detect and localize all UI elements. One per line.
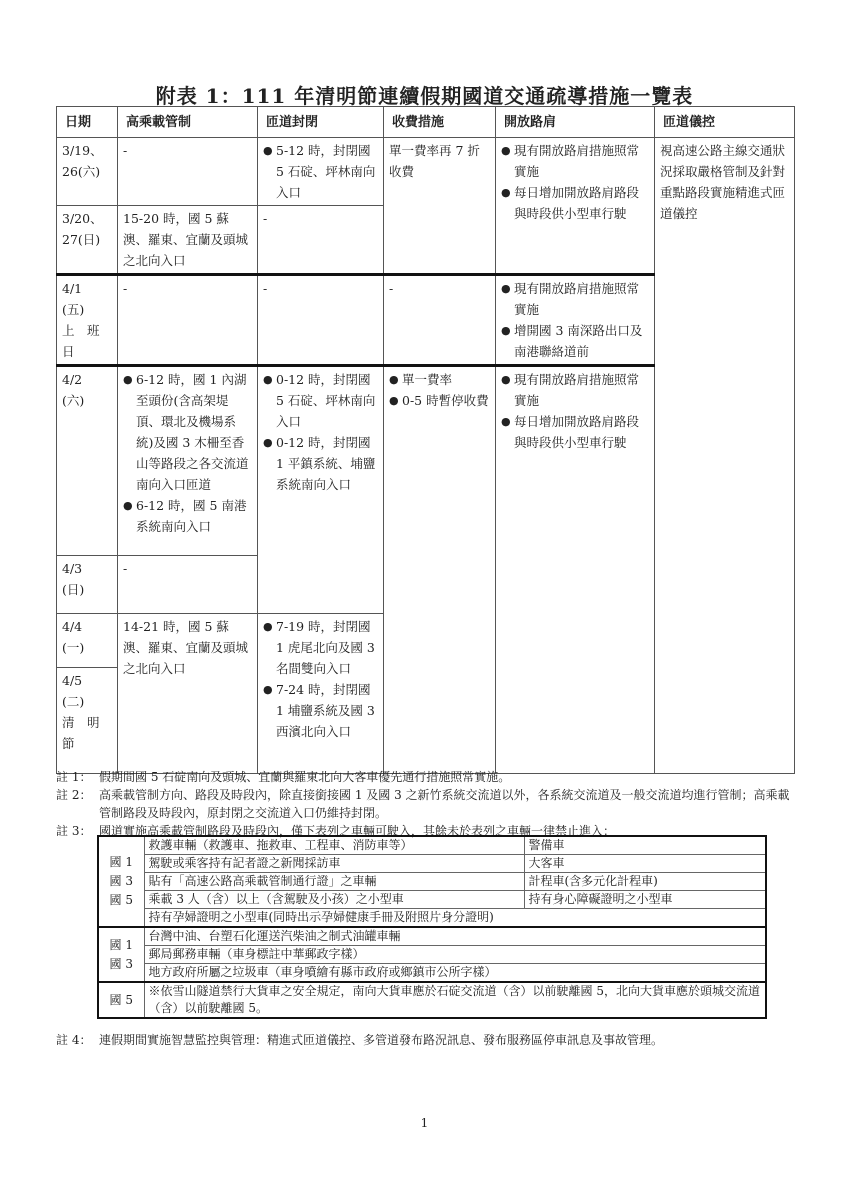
- date-cell: 3/19、 26(六): [57, 138, 118, 206]
- date-cell: 4/2 (六): [57, 366, 118, 556]
- shoulder-cell: [496, 138, 655, 275]
- list-item: ● 每日增加開放路肩路段與時段供小型車行駛: [501, 182, 649, 224]
- table-row: [57, 138, 795, 206]
- note-1: [56, 768, 796, 786]
- ramp-cell: [258, 366, 384, 614]
- list-item: ● 0-5 時暫停收費: [389, 390, 490, 411]
- header-ramp-metering: 匝道儀控: [655, 107, 795, 138]
- header-toll: 收費措施: [384, 107, 496, 138]
- shoulder-cell: [496, 275, 655, 366]
- date-cell: 4/3 (日): [57, 556, 118, 614]
- note-label: 註 3：: [56, 824, 92, 838]
- date-cell: 4/5 (二) 清 明 節: [57, 668, 118, 774]
- group-label: 國 5: [98, 982, 144, 1018]
- date-cell: 4/1 (五) 上 班 日: [57, 275, 118, 366]
- vehicle-cell: 貼有「高速公路高乘載管制通行證」之車輛: [144, 873, 524, 891]
- group-label: 國 1 國 3 國 5: [98, 836, 144, 927]
- table-row: [98, 946, 766, 964]
- metering-cell: 視高速公路主線交通狀況採取嚴格管制及針對重點路段實施精進式匝道儀控: [655, 138, 795, 774]
- page-number: 1: [420, 1116, 429, 1130]
- vehicle-cell: 地方政府所屬之垃圾車（車身噴繪有縣市政府或鄉鎮市公所字樣）: [144, 964, 766, 983]
- table-row: [98, 927, 766, 946]
- ramp-cell: -: [258, 206, 384, 275]
- vehicle-table: [97, 835, 767, 1019]
- list-item: ● 7-24 時，封閉國 1 埔鹽系統及國 3 西濱北向入口: [263, 679, 378, 742]
- table-header-row: [57, 107, 795, 138]
- toll-cell: [384, 366, 496, 774]
- note-text: 假期間國 5 石碇南向及頭城、宜蘭與羅東北向大客車優先通行措施照常實施。: [99, 770, 511, 784]
- note-text: 高乘載管制方向、路段及時段內，除直接銜接國 1 及國 3 之新竹系統交流道以外，各系統交流道及一般交流道均進行管制；高乘載管制路段及時段內，原封閉之交流道入口仍維持封閉。: [99, 788, 790, 820]
- ramp-cell: -: [258, 275, 384, 366]
- note-text: 國道實施高乘載管制路段及時段內，僅下表列之車輛可駛入，其餘未於表列之車輛一律禁止進入：: [99, 824, 616, 838]
- table-row: [98, 855, 766, 873]
- list-item: ● 6-12 時，國 5 南港系統南向入口: [123, 495, 252, 537]
- list-item: ● 現有開放路肩措施照常實施: [501, 278, 649, 320]
- hov-cell: [118, 366, 258, 556]
- table-row: [98, 964, 766, 983]
- vehicle-cell: 計程車(含多元化計程車): [524, 873, 766, 891]
- list-item: ● 現有開放路肩措施照常實施: [501, 140, 649, 182]
- list-item: ● 0-12 時，封閉國 1 平鎮系統、埔鹽系統南向入口: [263, 432, 378, 495]
- toll-cell: 單一費率再 7 折收費: [384, 138, 496, 275]
- list-item: ● 單一費率: [389, 369, 490, 390]
- hov-cell: -: [118, 275, 258, 366]
- vehicle-cell: 警備車: [524, 836, 766, 855]
- vehicle-cell: 救護車輛（救護車、拖救車、工程車、消防車等）: [144, 836, 524, 855]
- ramp-cell: [258, 138, 384, 206]
- vehicle-cell: 郵局郵務車輛（車身標註中華郵政字樣）: [144, 946, 766, 964]
- table-row: [98, 873, 766, 891]
- group-label: 國 1 國 3: [98, 927, 144, 982]
- table-row: [98, 982, 766, 1018]
- notes: [56, 768, 796, 840]
- header-hov: 高乘載管制: [118, 107, 258, 138]
- list-item: ● 5-12 時，封閉國 5 石碇、坪林南向入口: [263, 140, 378, 203]
- table-row: [98, 891, 766, 909]
- note-text: 連假期間實施智慧監控與管理：精進式匝道儀控、多管道發布路況訊息、發布服務區停車訊息及事故管理。: [99, 1033, 664, 1047]
- table-row: [98, 836, 766, 855]
- note-label: 註 4：: [56, 1033, 92, 1047]
- header-shoulder: 開放路肩: [496, 107, 655, 138]
- vehicle-cell: 駕駛或乘客持有記者證之新聞採訪車: [144, 855, 524, 873]
- hov-cell: -: [118, 556, 258, 614]
- vehicle-cell: 乘載 3 人（含）以上（含駕駛及小孩）之小型車: [144, 891, 524, 909]
- note-4: [56, 1028, 796, 1052]
- list-item: ● 6-12 時，國 1 內湖至頭份(含高架堤頂、環北及機場系統)及國 3 木柵至香山等路段之各交流道南向入口匝道: [123, 369, 252, 495]
- date-cell: 3/20、 27(日): [57, 206, 118, 275]
- note-label: 註 1：: [56, 770, 92, 784]
- vehicle-cell: 大客車: [524, 855, 766, 873]
- shoulder-cell: [496, 366, 655, 774]
- hov-cell: 15-20 時，國 5 蘇澳、羅東、宜蘭及頭城之北向入口: [118, 206, 258, 275]
- list-item: ● 7-19 時，封閉國 1 虎尾北向及國 3 名間雙向入口: [263, 616, 378, 679]
- hov-cell: 14-21 時，國 5 蘇澳、羅東、宜蘭及頭城之北向入口: [118, 614, 258, 774]
- vehicle-cell: 持有身心障礙證明之小型車: [524, 891, 766, 909]
- vehicle-cell: 台灣中油、台塑石化運送汽柴油之制式油罐車輛: [144, 927, 766, 946]
- table-row: [98, 909, 766, 928]
- date-cell: 4/4 (一): [57, 614, 118, 668]
- ramp-cell: [258, 614, 384, 774]
- header-ramp-closure: 匝道封閉: [258, 107, 384, 138]
- note-2: [56, 786, 796, 822]
- header-date: 日期: [57, 107, 118, 138]
- vehicle-cell: ※依雪山隧道禁行大貨車之安全規定，南向大貨車應於石碇交流道（含）以前駛離國 5，北向大貨車應於頭城交流道（含）以前駛離國 5。: [144, 982, 766, 1018]
- list-item: ● 每日增加開放路肩路段與時段供小型車行駛: [501, 411, 649, 453]
- page-title: 附表 1：111 年清明節連續假期國道交通疏導措施一覽表: [155, 84, 694, 108]
- list-item: ● 增開國 3 南深路出口及南港聯絡道前: [501, 320, 649, 362]
- hov-cell: -: [118, 138, 258, 206]
- measures-table: [56, 106, 795, 774]
- list-item: ● 0-12 時，封閉國 5 石碇、坪林南向入口: [263, 369, 378, 432]
- note-label: 註 2：: [56, 788, 92, 802]
- vehicle-cell: 持有孕婦證明之小型車(同時出示孕婦健康手冊及附照片身分證明): [144, 909, 766, 928]
- toll-cell: -: [384, 275, 496, 366]
- list-item: ● 現有開放路肩措施照常實施: [501, 369, 649, 411]
